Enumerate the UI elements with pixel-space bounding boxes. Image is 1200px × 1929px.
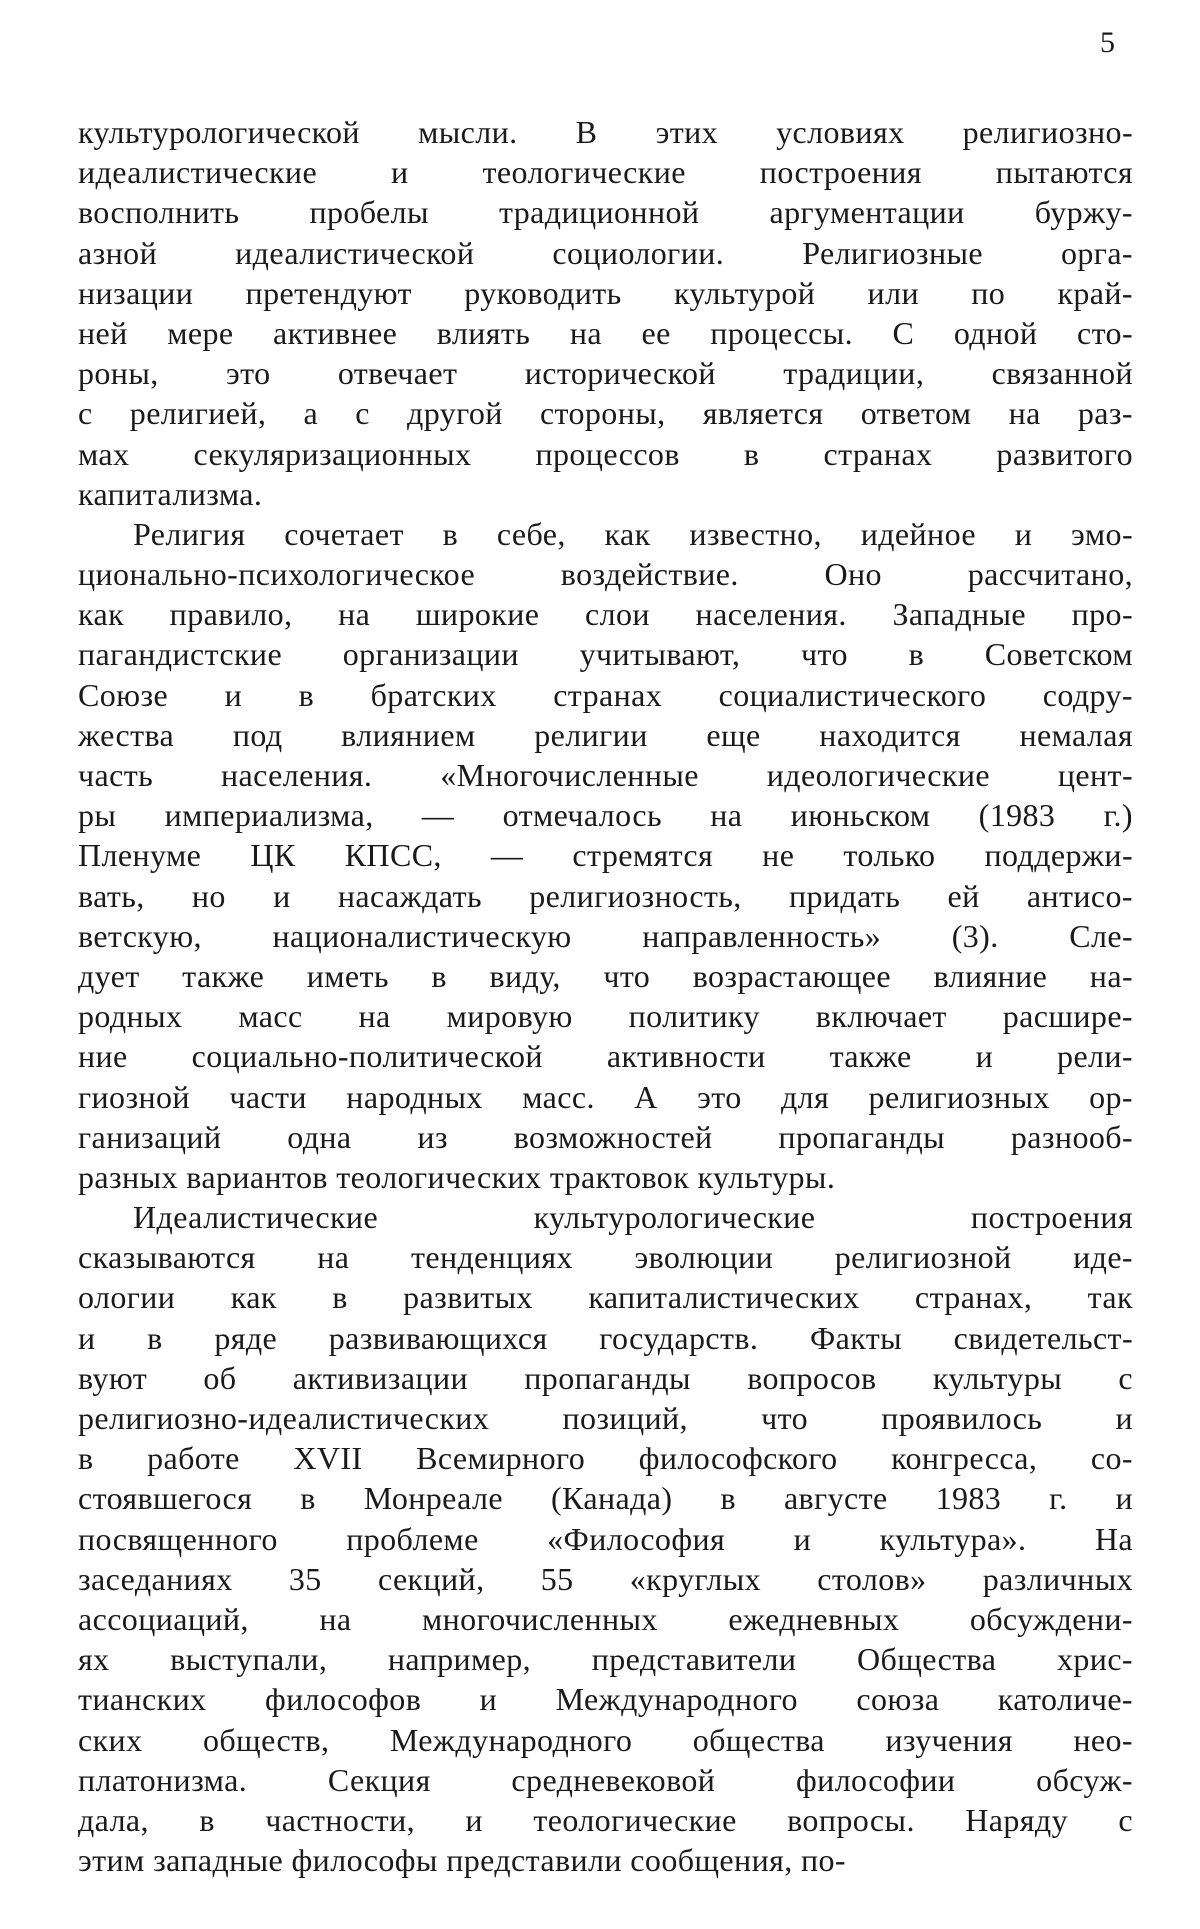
text-line: как правило, на широкие слои населения. Западные про-	[78, 596, 1133, 633]
text-line: гиозной части народных масс. А это для религиозных ор-	[78, 1078, 1133, 1115]
text-line: восполнить пробелы традиционной аргументации буржу-	[78, 194, 1133, 231]
text-line: идеалистические и теологические построения пытаются	[78, 154, 1133, 191]
text-line: платонизма. Секция средневековой философии обсуж-	[78, 1761, 1133, 1798]
text-line: ских обществ, Международного общества изучения нео-	[78, 1721, 1133, 1758]
text-line: сказываются на тенденциях эволюции религиозной иде-	[78, 1239, 1133, 1276]
text-line: ассоциаций, на многочисленных ежедневных обсуждени-	[78, 1600, 1133, 1637]
text-line: ветскую, националистическую направленность» (3). Сле-	[78, 917, 1133, 954]
text-line: посвященного проблеме «Философия и культура». На	[78, 1520, 1133, 1557]
text-line: разных вариантов теологических трактовок культуры.	[78, 1158, 836, 1195]
text-line: заседаниях 35 секций, 55 «круглых столов» различных	[78, 1560, 1133, 1597]
text-column	[78, 112, 1133, 1880]
text-line: ционально-психологическое воздействие. Оно рассчитано,	[78, 556, 1133, 593]
paragraph	[78, 514, 1133, 1197]
page-number: 5	[1100, 26, 1115, 59]
text-line: Союзе и в братских странах социалистического содру-	[78, 676, 1133, 713]
text-line: в работе XVII Всемирного философского конгресса, со-	[78, 1440, 1133, 1477]
text-line: культурологической мысли. В этих условиях религиозно-	[78, 114, 1133, 150]
text-line: Идеалистические культурологические построения	[133, 1199, 1133, 1236]
text-line: низации претендуют руководить культурой или по край-	[78, 274, 1133, 311]
text-line: религиозно-идеалистических позиций, что проявилось и	[78, 1400, 1133, 1436]
paragraph	[78, 1197, 1133, 1880]
text-line: стоявшегося в Монреале (Канада) в августе 1983 г. и	[78, 1480, 1133, 1517]
text-line: мах секуляризационных процессов в странах развитого	[78, 435, 1133, 472]
text-line: пагандистские организации учитывают, что в Советском	[78, 636, 1133, 673]
text-line: дала, в частности, и теологические вопросы. Наряду с	[78, 1801, 1133, 1838]
text-line: азной идеалистической социологии. Религиозные орга-	[78, 234, 1133, 271]
text-line: часть населения. «Многочисленные идеологические цент-	[78, 757, 1133, 793]
text-line: Религия сочетает в себе, как известно, идейное и эмо-	[133, 515, 1133, 552]
text-line: Пленуме ЦК КПСС, — стремятся не только поддержи-	[78, 837, 1133, 874]
text-line: жества под влиянием религии еще находится немалая	[78, 716, 1133, 753]
text-line: ние социально-политической активности также и рели-	[78, 1038, 1133, 1075]
text-line: ней мере активнее влиять на ее процессы. С одной сто-	[78, 314, 1133, 351]
text-line: роны, это отвечает исторической традиции, связанной	[78, 355, 1133, 392]
text-line: этим западные философы представили сообщения, по-	[78, 1842, 846, 1879]
text-line: с религией, а с другой стороны, является ответом на раз-	[78, 395, 1133, 432]
paragraph	[78, 112, 1133, 514]
text-line: вать, но и насаждать религиозность, придать ей антисо-	[78, 877, 1133, 914]
text-line: ологии как в развитых капиталистических странах, так	[78, 1279, 1133, 1316]
text-line: капитализма.	[78, 475, 263, 512]
text-line: и в ряде развивающихся государств. Факты свидетельст-	[78, 1319, 1133, 1356]
text-line: ганизаций одна из возможностей пропаганды разнооб-	[78, 1118, 1133, 1155]
text-line: ры империализма, — отмечалось на июньском (1983 г.)	[78, 797, 1133, 834]
text-line: вуют об активизации пропаганды вопросов культуры с	[78, 1359, 1133, 1396]
text-line: ях выступали, например, представители Общества хрис-	[78, 1641, 1133, 1678]
text-line: тианских философов и Международного союза католиче-	[78, 1681, 1133, 1718]
text-line: родных масс на мировую политику включает расшире-	[78, 998, 1133, 1035]
text-line: дует также иметь в виду, что возрастающее влияние на-	[78, 957, 1133, 994]
